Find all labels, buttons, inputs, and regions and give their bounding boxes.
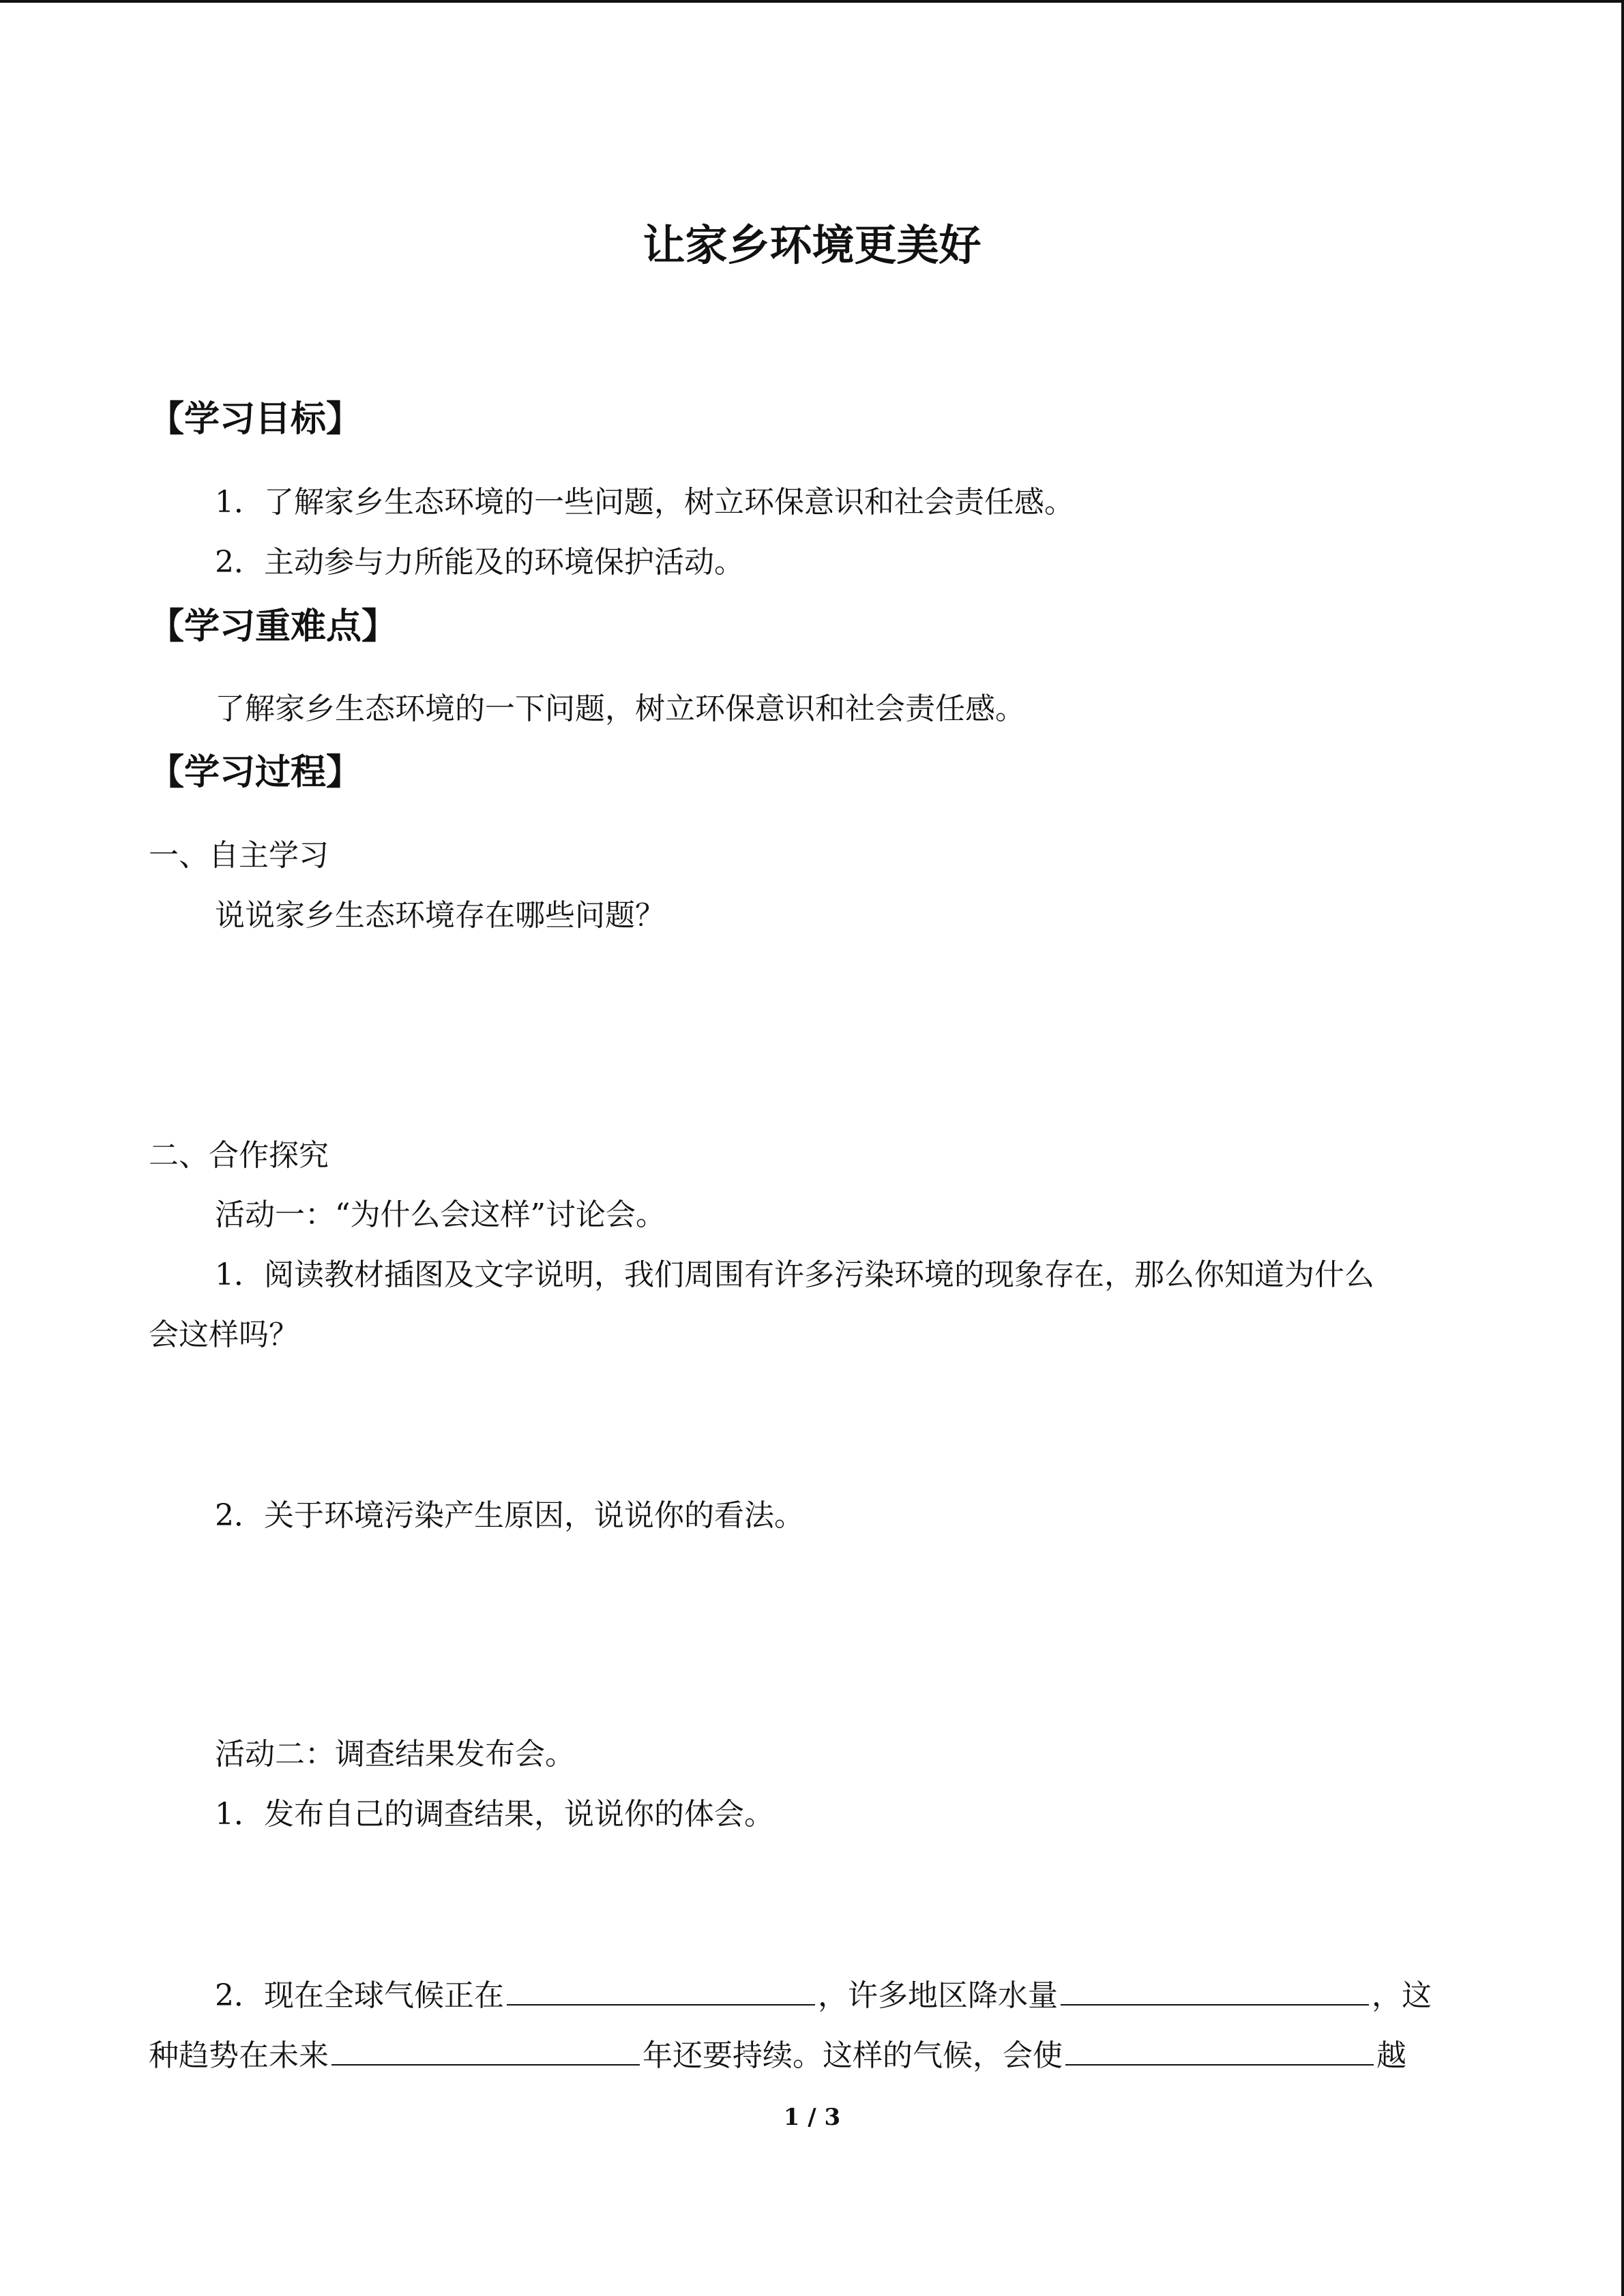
- q2-text-b: ，许多地区降水量: [818, 1978, 1058, 2013]
- q2-text-d: 种趋势在未来: [149, 2038, 329, 2073]
- q2-text-a: 2．现在全球气候正在: [215, 1978, 504, 2013]
- q2-text-e: 年还要持续。这样的气候，会使: [643, 2038, 1063, 2073]
- activity1-question1-line1: 1．阅读教材插图及文字说明，我们周围有许多污染环境的现象存在，那么你知道为什么: [215, 1257, 1374, 1292]
- page-title: 让家乡环境更美好: [643, 220, 981, 270]
- q2-text-f: 越: [1376, 2038, 1406, 2073]
- key-points-text: 了解家乡生态环境的一下问题，树立环保意识和社会责任感。: [215, 691, 1025, 726]
- activity1-question1-line2: 会这样吗？: [149, 1317, 299, 1352]
- part1-question: 说说家乡生态环境存在哪些问题？: [215, 898, 665, 933]
- fill-blank-4[interactable]: [1065, 2034, 1374, 2066]
- section-heading-process: 【学习过程】: [149, 752, 362, 793]
- activity1-title: 活动一：“为什么会这样”讨论会。: [215, 1197, 666, 1232]
- section-heading-goals: 【学习目标】: [149, 399, 362, 440]
- activity2-question2-line2: [149, 2031, 1406, 2074]
- activity2-question1: 1．发布自己的调查结果，说说你的体会。: [215, 1797, 774, 1832]
- page-number: 1 / 3: [783, 2104, 841, 2131]
- goal-item-1: 1．了解家乡生态环境的一些问题，树立环保意识和社会责任感。: [215, 485, 1074, 520]
- fill-blank-2[interactable]: [1061, 1974, 1369, 2006]
- section-heading-key-points: 【学习重难点】: [149, 606, 398, 647]
- fill-blank-1[interactable]: [507, 1974, 815, 2006]
- goal-item-2: 2．主动参与力所能及的环境保护活动。: [215, 545, 744, 580]
- page-right-border: [1621, 0, 1624, 2296]
- fill-blank-3[interactable]: [331, 2034, 640, 2066]
- page-top-border: [0, 0, 1624, 3]
- q2-text-c: ，这: [1372, 1978, 1432, 2013]
- activity2-question2-line1: [215, 1971, 1432, 2014]
- part1-heading: 一、自主学习: [149, 838, 329, 873]
- activity1-question2: 2．关于环境污染产生原因，说说你的看法。: [215, 1498, 804, 1533]
- activity2-title: 活动二：调查结果发布会。: [215, 1737, 575, 1772]
- part2-heading: 二、合作探究: [149, 1138, 329, 1173]
